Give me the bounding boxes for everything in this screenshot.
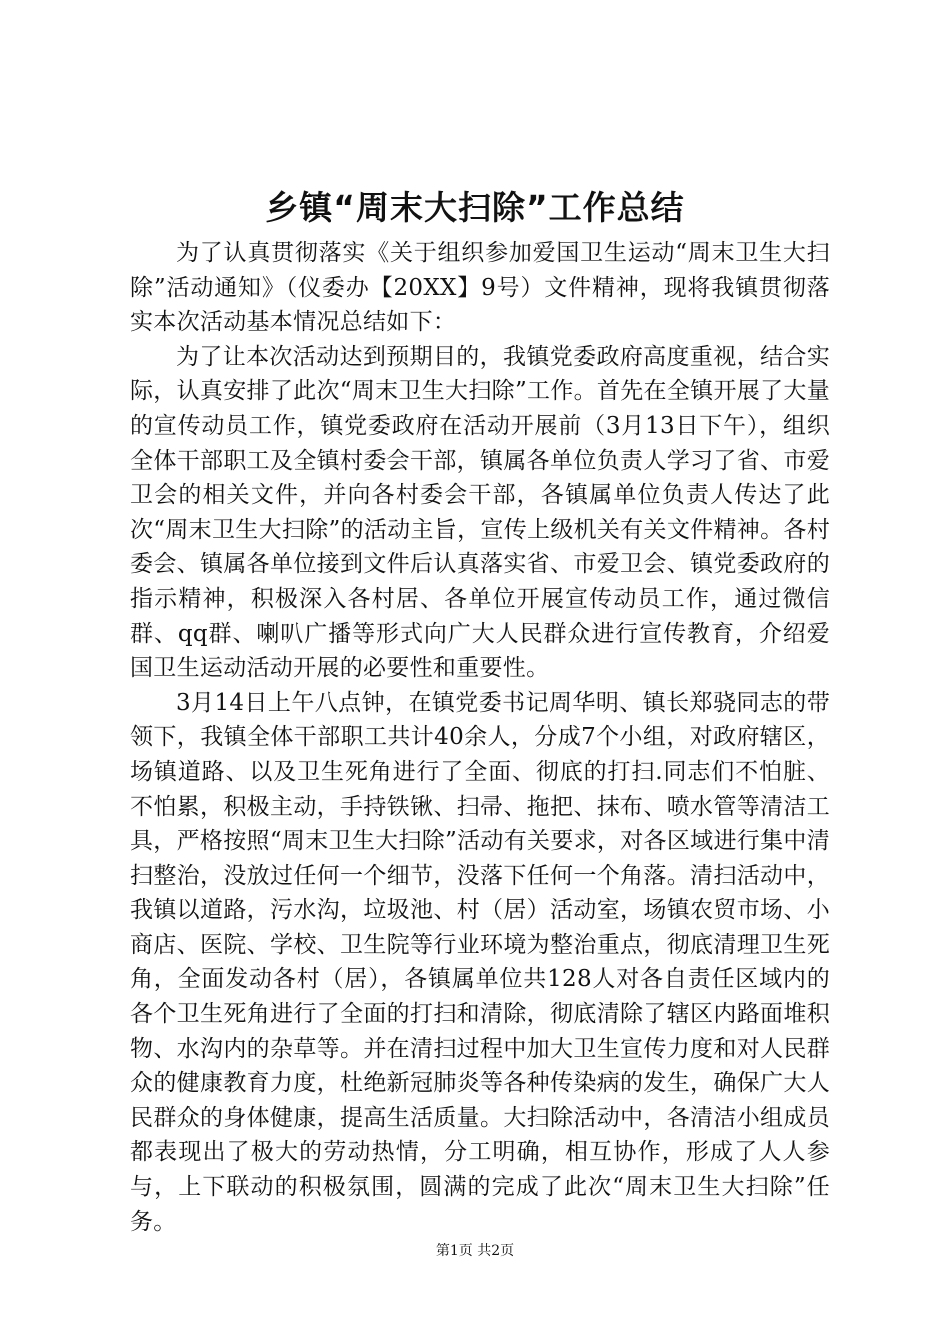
- document-title: 乡镇“周末大扫除”工作总结: [265, 188, 685, 227]
- paragraph-publicity: 为了让本次活动达到预期目的，我镇党委政府高度重视，结合实际，认真安排了此次“周末卫生大扫除”工作。首先在全镇开展了大量的宣传动员工作，镇党委政府在活动开展前（3月13日下午），组织全体干部职工及全镇村委会干部，镇属各单位负责人学习了省、市爱卫会的相关文件，并向各村委会干部，各镇属单位负责人传达了此次“周末卫生大扫除”的活动主旨，宣传上级机关有关文件精神。各村委会、镇属各单位接到文件后认真落实省、市爱卫会、镇党委政府的指示精神，积极深入各村居、各单位开展宣传动员工作，通过微信群、qq群、喇叭广播等形式向广大人民群众进行宣传教育，介绍爱国卫生运动活动开展的必要性和重要性。: [130, 343, 830, 682]
- document-body: [130, 236, 830, 1239]
- page-number-footer: 第1页 共2页: [435, 1243, 515, 1259]
- paragraph-intro: 为了认真贯彻落实《关于组织参加爱国卫生运动“周末卫生大扫除”活动通知》（仪委办【20XX】9号）文件精神，现将我镇贯彻落实本次活动基本情况总结如下：: [130, 240, 830, 336]
- paragraph-cleanup: 3月14日上午八点钟，在镇党委书记周华明、镇长郑骁同志的带领下，我镇全体干部职工共计40余人，分成7个小组，对政府辖区，场镇道路、以及卫生死角进行了全面、彻底的打扫.同志们不怕脏、不怕累，积极主动，手持铁锹、扫帚、拖把、抹布、喷水管等清洁工具，严格按照“周末卫生大扫除”活动有关要求，对各区域进行集中清扫整治，没放过任何一个细节，没落下任何一个角落。清扫活动中，我镇以道路，污水沟，垃圾池、村（居）活动室，场镇农贸市场、小商店、医院、学校、卫生院等行业环境为整治重点，彻底清理卫生死角，全面发动各村（居），各镇属单位共128人对各自责任区域内的各个卫生死角进行了全面的打扫和清除，彻底清除了辖区内路面堆积物、水沟内的杂草等。并在清扫过程中加大卫生宣传力度和对人民群众的健康教育力度，杜绝新冠肺炎等各种传染病的发生，确保广大人民群众的身体健康，提高生活质量。大扫除活动中，各清洁小组成员都表现出了极大的劳动热情，分工明确，相互协作，形成了人人参与，上下联动的积极氛围，圆满的完成了此次“周末卫生大扫除”任务。: [130, 689, 830, 1235]
